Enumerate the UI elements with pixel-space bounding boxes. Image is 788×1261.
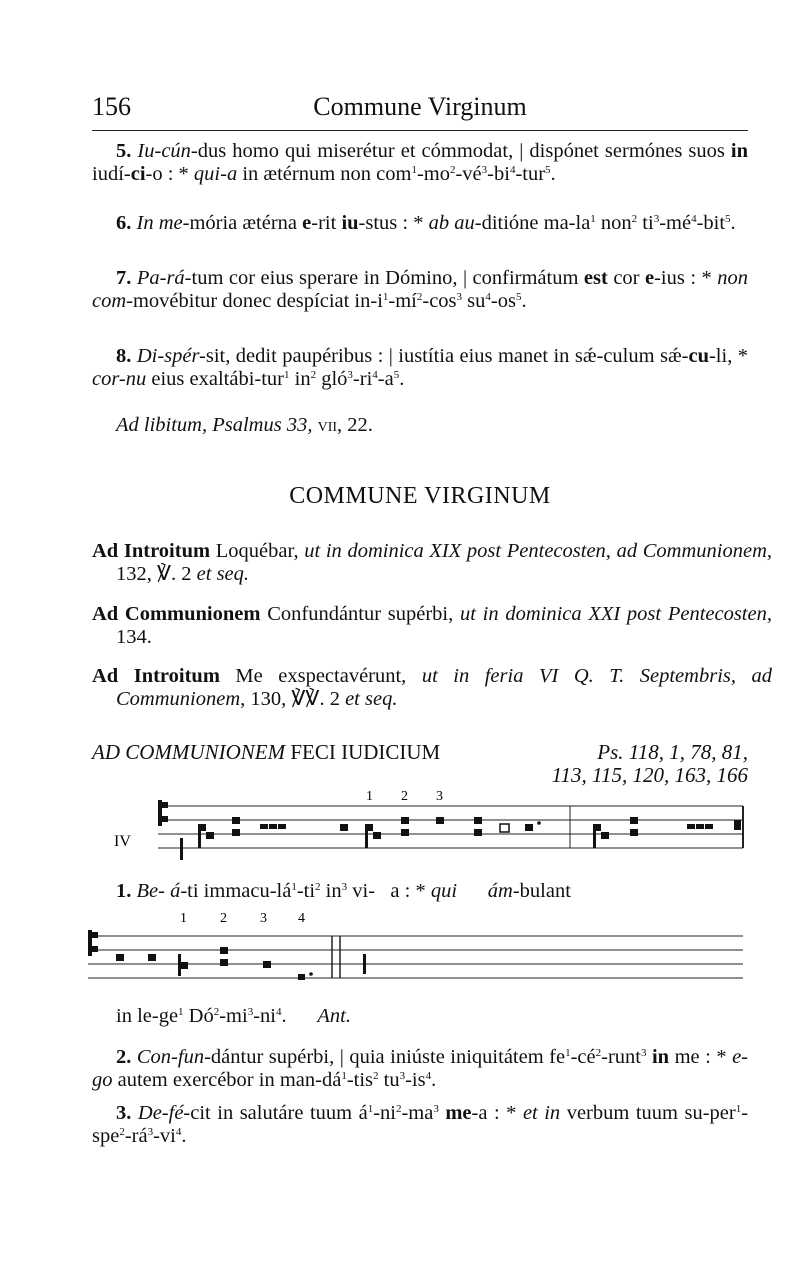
verse-number: 8. xyxy=(116,345,132,367)
text-run: -tis xyxy=(346,1069,374,1091)
syllable-index: 3 xyxy=(147,1126,154,1138)
syllable-index: 3 xyxy=(347,369,353,381)
neume xyxy=(365,824,373,831)
syllable-index: 2 xyxy=(416,291,423,303)
ad-libitum-note xyxy=(92,414,748,437)
staff-1-svg xyxy=(88,784,748,874)
neume xyxy=(696,824,704,829)
text-run: Ad Communionem xyxy=(92,603,261,625)
text-run: De-fé- xyxy=(137,1102,191,1124)
syllable: á- xyxy=(170,880,188,902)
text-run: -ma xyxy=(401,1102,434,1124)
verse-6 xyxy=(92,212,748,235)
syllable-index: 1 xyxy=(284,369,290,381)
text-run: me : * xyxy=(669,1046,733,1068)
syllable: . xyxy=(281,1005,287,1027)
syllable-index: 2 xyxy=(595,1047,602,1059)
syllable-index: 3 xyxy=(640,1047,647,1059)
text-run: Ad Introitum xyxy=(92,665,220,687)
syllable-index: 4 xyxy=(425,1070,432,1082)
syllable: -ti xyxy=(296,880,316,902)
neume xyxy=(593,824,601,831)
syllable-index: 1 xyxy=(565,1047,571,1059)
text-run: dus homo qui miserétur et cómmodat, | dispónet sermónes suos xyxy=(197,140,731,162)
text-run: . xyxy=(431,1069,437,1091)
syllable-index: 2 xyxy=(373,1070,379,1082)
text-run: Ad Introitum xyxy=(92,540,211,562)
ad-libitum-ref: vii, 22. xyxy=(317,414,373,436)
text-run: In me- xyxy=(136,212,190,234)
neume xyxy=(630,829,638,836)
text-run: 130, ℣℣. 2 xyxy=(250,688,346,710)
neume xyxy=(232,829,240,836)
text-run: -ni xyxy=(373,1102,396,1124)
syllable: bulant xyxy=(519,880,571,902)
text-run: Con-fun- xyxy=(136,1046,211,1068)
neume xyxy=(263,961,271,968)
syllable-index: 5 xyxy=(725,213,731,225)
text-run: . xyxy=(521,290,527,312)
communion-label: AD COMMUNIONEM xyxy=(92,740,286,764)
text-run: -vi xyxy=(153,1125,176,1147)
verse-number: 1. xyxy=(116,880,132,902)
text-run: ut in dominica XIX post Pentecosten, ad Communionem, xyxy=(304,540,772,562)
neume xyxy=(474,817,482,824)
rubric-introit-alt xyxy=(92,665,772,711)
syllable: a : * xyxy=(390,880,426,902)
syllable: -ni xyxy=(253,1005,276,1027)
syllable-index: 3 xyxy=(456,291,463,303)
syllable: in xyxy=(320,880,342,902)
syllable-index: 1 xyxy=(735,1103,742,1115)
text-run: . xyxy=(181,1125,187,1147)
neume xyxy=(220,959,228,966)
staff-2-number-2: 2 xyxy=(220,911,227,926)
text-run: -rit xyxy=(311,212,342,234)
verse-number: 7. xyxy=(116,267,132,289)
staff-2-number-1: 1 xyxy=(180,911,187,926)
syllable-index: 1 xyxy=(411,164,417,176)
text-run: in ætérnum non com xyxy=(237,163,412,185)
text-run: e-go xyxy=(92,1046,749,1091)
text-run: ti xyxy=(637,212,654,234)
text-run: Di-spér- xyxy=(136,345,206,367)
text-run: dántur supérbi, | quia iniúste iniquitátem fe xyxy=(210,1046,566,1068)
syllable-index: 3 xyxy=(399,1070,406,1082)
clef-head-bottom xyxy=(162,816,168,822)
staff-2-number-4: 4 xyxy=(298,911,305,926)
syllable-index: 3 xyxy=(247,1006,254,1018)
antiphon-mark: Ant. xyxy=(317,1005,351,1027)
text-run: in xyxy=(651,1046,670,1068)
text-run: e xyxy=(302,212,312,234)
text-run: -cos xyxy=(422,290,457,312)
syllable-index: 5 xyxy=(515,291,522,303)
text-run: Pa-rá- xyxy=(136,267,192,289)
text-run: cu xyxy=(688,345,709,367)
rubric-communion xyxy=(92,603,772,649)
syllable-index: 2 xyxy=(119,1126,125,1138)
text-run: . xyxy=(399,368,405,390)
running-head xyxy=(92,92,748,132)
text-run: -o : * xyxy=(145,163,194,185)
text-run: 134. xyxy=(116,626,152,648)
staff-1-number-3: 3 xyxy=(436,789,443,804)
neume xyxy=(373,832,381,839)
syllable: ám- xyxy=(487,880,520,902)
verse-number: 3. xyxy=(116,1102,132,1124)
text-run: ditióne ma-la xyxy=(481,212,591,234)
syllable-index: 2 xyxy=(213,1006,220,1018)
text-run: cor xyxy=(607,267,645,289)
syllable-index: 4 xyxy=(509,164,516,176)
text-run: -vé xyxy=(455,163,482,185)
text-run: et seq. xyxy=(196,563,250,585)
neume xyxy=(340,824,348,831)
syllable: in le-ge xyxy=(116,1005,179,1027)
text-run: su xyxy=(462,290,486,312)
lyrics-line-1 xyxy=(116,880,571,903)
communion-title: FECI IUDICIUM xyxy=(290,740,441,764)
text-run: ut in dominica XXI post Pentecosten, xyxy=(459,603,772,625)
verse-3 xyxy=(92,1102,748,1148)
text-run: -ius : * xyxy=(654,267,718,289)
text-run: me xyxy=(445,1102,472,1124)
text-run: iudí- xyxy=(92,163,131,185)
text-run: -spe xyxy=(92,1102,749,1147)
text-run: Loquébar, xyxy=(210,540,305,562)
verse-5 xyxy=(92,140,748,186)
syllable-index: 1 xyxy=(590,213,596,225)
text-run: sit, dedit paupéribus : | iustítia eius manet in sǽ-culum sǽ- xyxy=(205,345,689,367)
neume xyxy=(206,832,214,839)
text-run: autem exercébor in man-dá xyxy=(112,1069,342,1091)
syllable-index: 3 xyxy=(481,164,488,176)
text-run: Iu-cún- xyxy=(137,140,198,162)
text-run: cit in salutáre tuum á xyxy=(190,1102,368,1124)
syllable-index: 1 xyxy=(341,1070,347,1082)
neume xyxy=(687,824,695,829)
staff-2-number-3: 3 xyxy=(260,911,267,926)
text-run: et in xyxy=(522,1102,561,1124)
running-title: Commune Virginum xyxy=(313,92,527,121)
text-run: -li, * xyxy=(708,345,749,367)
verse-2 xyxy=(92,1046,748,1092)
do-clef xyxy=(158,800,162,826)
custos xyxy=(734,820,741,830)
text-run: -mo xyxy=(416,163,450,185)
syllable: Dó xyxy=(183,1005,214,1027)
page-number: 156 xyxy=(92,92,131,121)
text-run: et seq. xyxy=(345,688,398,710)
text-run: -mé xyxy=(659,212,692,234)
neume xyxy=(474,829,482,836)
syllable-index: 4 xyxy=(372,369,378,381)
text-run: -stus : * xyxy=(358,212,429,234)
text-run: ci xyxy=(130,163,146,185)
text-run: cor-nu xyxy=(92,368,147,390)
quilisma xyxy=(500,824,509,832)
text-run: -runt xyxy=(601,1046,641,1068)
neume xyxy=(705,824,713,829)
communion-ref-line2: 113, 115, 120, 163, 166 xyxy=(551,763,748,787)
text-run: qui-a xyxy=(193,163,238,185)
text-run: Me exspectavérunt, xyxy=(219,665,422,687)
text-run: Confundántur supérbi, xyxy=(260,603,460,625)
do-clef xyxy=(88,930,92,956)
text-run: -cé xyxy=(570,1046,596,1068)
verse-7 xyxy=(92,267,748,313)
staff-2-svg xyxy=(88,906,748,996)
custos xyxy=(363,954,366,974)
syllable-index: 4 xyxy=(175,1126,182,1138)
verse-number: 5. xyxy=(116,140,132,162)
syllable-index: 2 xyxy=(315,881,321,893)
text-run: -a : * xyxy=(471,1102,523,1124)
syllable-index: 2 xyxy=(310,369,317,381)
section-title: COMMUNE VIRGINUM xyxy=(289,483,551,509)
chant-staff-2 xyxy=(88,906,748,996)
text-run: mória ætérna xyxy=(189,212,303,234)
neume xyxy=(116,954,124,961)
neume xyxy=(260,824,268,829)
text-run: e xyxy=(644,267,655,289)
neume xyxy=(220,947,228,954)
syllable: ti immacu-lá xyxy=(187,880,292,902)
text-run: non xyxy=(595,212,632,234)
text-run: est xyxy=(583,267,608,289)
neume xyxy=(401,817,409,824)
header-rule xyxy=(92,130,748,131)
neume xyxy=(198,824,206,831)
ad-libitum-text: Ad libitum, Psalmus 33, xyxy=(116,414,313,436)
text-run: verbum tuum su-per xyxy=(560,1102,736,1124)
neume xyxy=(278,824,286,829)
text-run: . xyxy=(550,163,556,185)
staff-1-number-1: 1 xyxy=(366,789,373,804)
text-run: -bit xyxy=(696,212,726,234)
verse-number: 2. xyxy=(116,1046,132,1068)
syllable-index: 3 xyxy=(653,213,660,225)
text-run: -mí xyxy=(388,290,417,312)
syllable: vi- xyxy=(347,880,376,902)
syllable: Be- xyxy=(136,880,165,902)
lyrics-line-2 xyxy=(116,1005,351,1028)
syllable-index: 2 xyxy=(395,1103,402,1115)
text-run: in xyxy=(730,140,748,162)
chant-staff-1 xyxy=(88,784,748,874)
text-run: -is xyxy=(405,1069,426,1091)
clef-head-bottom xyxy=(92,946,98,952)
neume xyxy=(180,962,188,969)
neume xyxy=(232,817,240,824)
text-run: -tur xyxy=(515,163,546,185)
neume xyxy=(525,824,533,831)
mora xyxy=(537,821,541,825)
syllable-index: 5 xyxy=(393,369,400,381)
text-run: ut in feria VI Q. T. Septembris, ad Communionem, xyxy=(116,665,772,710)
text-run: -ri xyxy=(352,368,373,390)
mode-label: IV xyxy=(114,833,131,850)
syllable-index: 2 xyxy=(631,213,638,225)
text-run: tu xyxy=(378,1069,400,1091)
syllable: -mi xyxy=(219,1005,248,1027)
rubric-introit xyxy=(92,540,772,586)
syllable-index: 3 xyxy=(341,881,348,893)
syllable-index: 1 xyxy=(291,881,297,893)
text-run: ab au- xyxy=(428,212,482,234)
neume xyxy=(401,829,409,836)
staff-1-number-2: 2 xyxy=(401,789,408,804)
syllable-index: 1 xyxy=(178,1006,184,1018)
text-run: movébitur donec despíciat in-i xyxy=(132,290,383,312)
text-run: . xyxy=(730,212,736,234)
text-run: in xyxy=(289,368,311,390)
text-run: -os xyxy=(490,290,516,312)
neume xyxy=(148,954,156,961)
syllable: qui xyxy=(430,880,458,902)
syllable-index: 4 xyxy=(485,291,491,303)
syllable-index: 3 xyxy=(433,1103,439,1115)
neume xyxy=(436,817,444,824)
syllable-index: 4 xyxy=(275,1006,282,1018)
communion-ref-line1: Ps. 118, 1, 78, 81, xyxy=(597,740,748,764)
neume xyxy=(269,824,277,829)
neume xyxy=(601,832,609,839)
text-run: -rá xyxy=(124,1125,148,1147)
text-run: tum cor eius sperare in Dómino, | confirmátum xyxy=(191,267,584,289)
communion-heading xyxy=(92,741,748,764)
syllable-index: 5 xyxy=(545,164,551,176)
syllable-index: 1 xyxy=(382,291,389,303)
text-run: iu xyxy=(341,212,359,234)
text-run: gló xyxy=(316,368,348,390)
mora xyxy=(309,972,313,976)
syllable-index: 1 xyxy=(367,1103,374,1115)
text-run: non com- xyxy=(92,267,748,312)
syllable-index: 4 xyxy=(691,213,697,225)
verse-8 xyxy=(92,345,748,391)
text-run: -bi xyxy=(487,163,510,185)
verse-number: 6. xyxy=(116,212,132,234)
neume xyxy=(630,817,638,824)
neume xyxy=(298,974,305,980)
clef-head-top xyxy=(92,932,98,938)
text-run: eius exaltábi-tur xyxy=(146,368,285,390)
text-run: 132, ℣. 2 xyxy=(116,563,197,585)
syllable-index: 2 xyxy=(449,164,456,176)
text-run: -a xyxy=(377,368,394,390)
clef-head-top xyxy=(162,802,168,808)
